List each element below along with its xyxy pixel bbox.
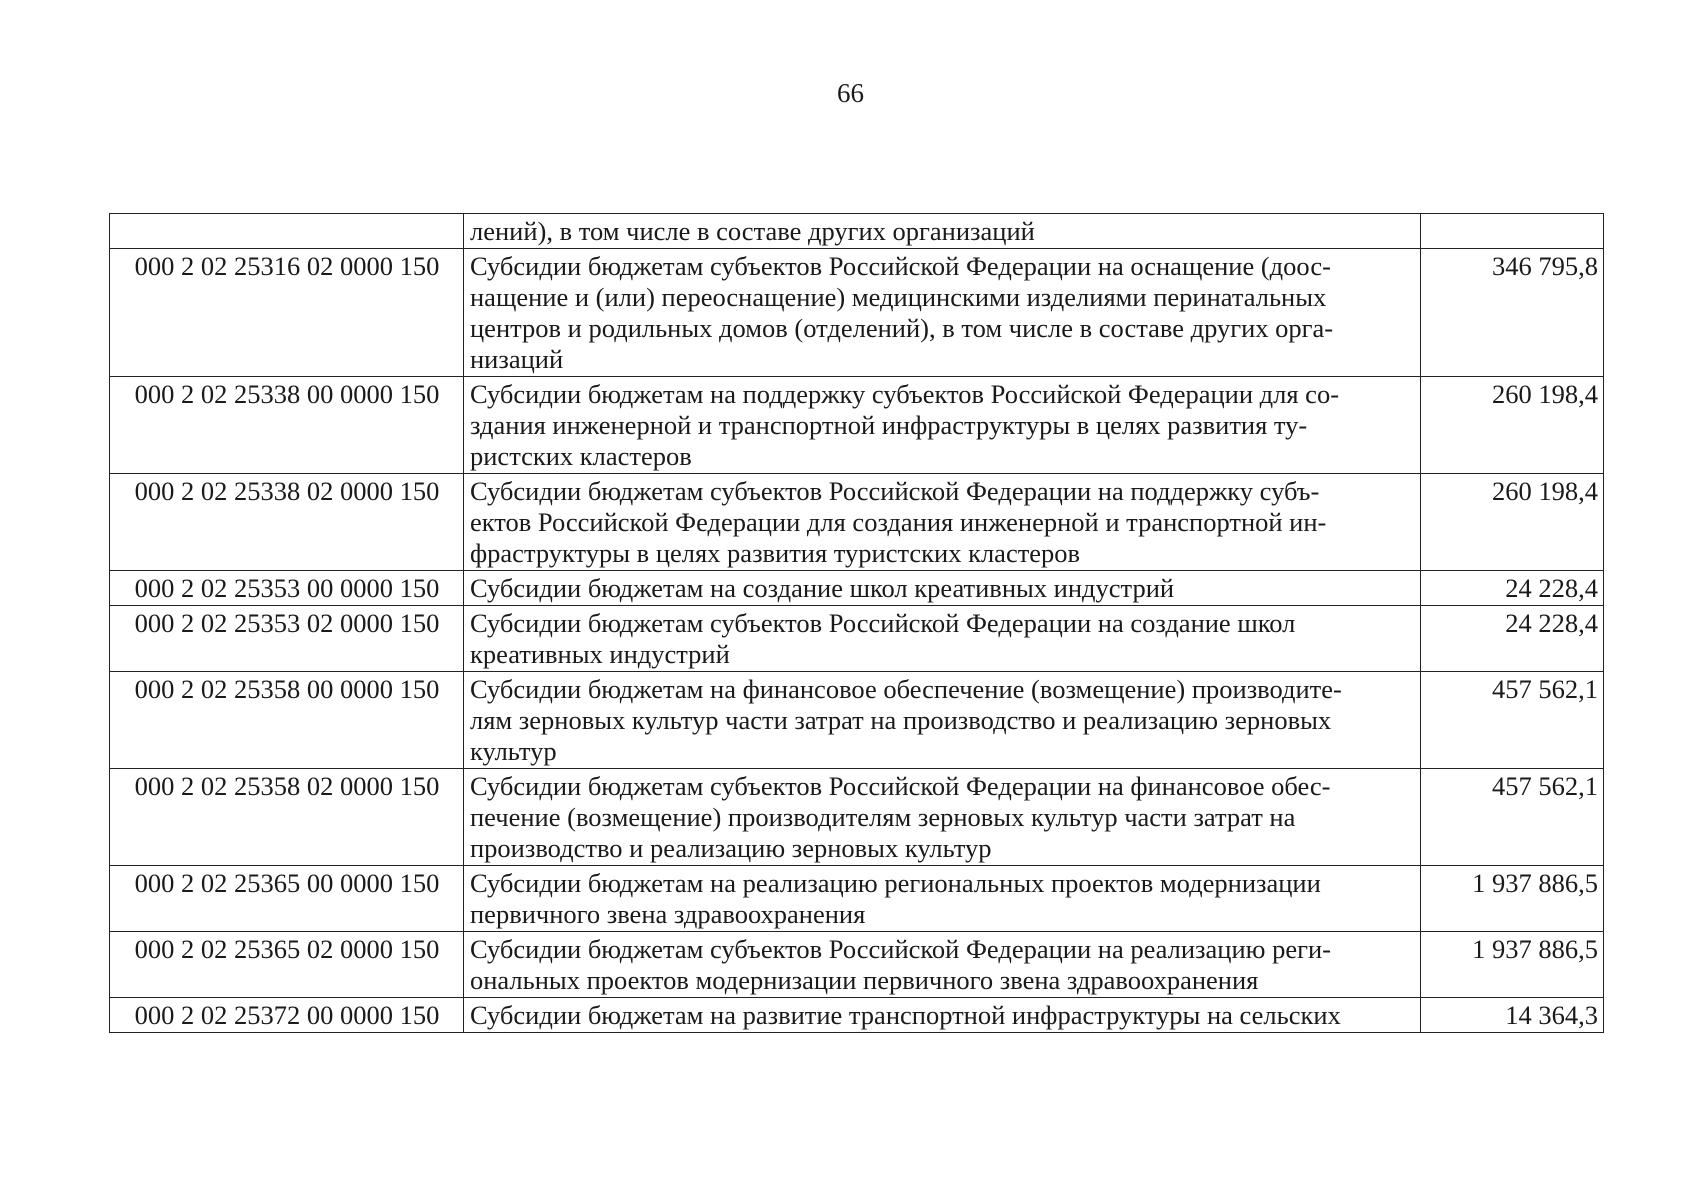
revenue-item-name: Субсидии бюджетам на развитие транспортной инфраструктуры на сельских [464, 998, 1421, 1033]
amount-value: 24 228,4 [1421, 571, 1604, 606]
amount-value [1421, 214, 1604, 249]
amount-value: 457 562,1 [1421, 769, 1604, 866]
budget-classification-code: 000 2 02 25365 00 0000 150 [110, 866, 464, 932]
page-number: 66 [837, 78, 864, 108]
table-row [110, 672, 1604, 769]
revenue-item-name: Субсидии бюджетам субъектов Российской Федерации на оснащение (доос- нащение и (или) переоснащение) медицинскими изделиями перинатальных центров и родильных домов (отделений), в том числе в составе других орга- низаций [464, 249, 1421, 377]
amount-value: 260 198,4 [1421, 474, 1604, 571]
budget-table [109, 213, 1604, 1033]
table-row [110, 249, 1604, 377]
table-row [110, 214, 1604, 249]
amount-value: 1 937 886,5 [1421, 866, 1604, 932]
budget-classification-code: 000 2 02 25365 02 0000 150 [110, 932, 464, 998]
revenue-item-name: лений), в том числе в составе других организаций [464, 214, 1421, 249]
table-row [110, 998, 1604, 1033]
table-row [110, 571, 1604, 606]
table-row [110, 474, 1604, 571]
table-row [110, 769, 1604, 866]
revenue-item-name: Субсидии бюджетам субъектов Российской Федерации на финансовое обес- печение (возмещение) производителям зерновых культур части затрат на производство и реализацию зерновых культур [464, 769, 1421, 866]
budget-classification-code: 000 2 02 25358 00 0000 150 [110, 672, 464, 769]
revenue-item-name: Субсидии бюджетам на финансовое обеспечение (возмещение) производите- лям зерновых культур части затрат на производство и реализацию зерновых культур [464, 672, 1421, 769]
budget-classification-code: 000 2 02 25316 02 0000 150 [110, 249, 464, 377]
table-row [110, 377, 1604, 474]
revenue-item-name: Субсидии бюджетам субъектов Российской Федерации на поддержку субъ- ектов Российской Федерации для создания инженерной и транспортной ин- фраструктуры в целях развития туристских кластеров [464, 474, 1421, 571]
amount-value: 1 937 886,5 [1421, 932, 1604, 998]
table-row [110, 866, 1604, 932]
budget-classification-code: 000 2 02 25353 00 0000 150 [110, 571, 464, 606]
revenue-item-name: Субсидии бюджетам на реализацию региональных проектов модернизации первичного звена здравоохранения [464, 866, 1421, 932]
budget-classification-code: 000 2 02 25338 02 0000 150 [110, 474, 464, 571]
budget-table-body [110, 214, 1604, 1033]
amount-value: 14 364,3 [1421, 998, 1604, 1033]
amount-value: 260 198,4 [1421, 377, 1604, 474]
amount-value: 24 228,4 [1421, 606, 1604, 672]
budget-classification-code: 000 2 02 25338 00 0000 150 [110, 377, 464, 474]
amount-value: 457 562,1 [1421, 672, 1604, 769]
revenue-item-name: Субсидии бюджетам субъектов Российской Федерации на реализацию реги- ональных проектов модернизации первичного звена здравоохранения [464, 932, 1421, 998]
budget-classification-code [110, 214, 464, 249]
table-row [110, 606, 1604, 672]
budget-classification-code: 000 2 02 25353 02 0000 150 [110, 606, 464, 672]
budget-classification-code: 000 2 02 25358 02 0000 150 [110, 769, 464, 866]
amount-value: 346 795,8 [1421, 249, 1604, 377]
table-row [110, 932, 1604, 998]
budget-classification-code: 000 2 02 25372 00 0000 150 [110, 998, 464, 1033]
revenue-item-name: Субсидии бюджетам на создание школ креативных индустрий [464, 571, 1421, 606]
revenue-item-name: Субсидии бюджетам субъектов Российской Федерации на создание школ креативных индустрий [464, 606, 1421, 672]
revenue-item-name: Субсидии бюджетам на поддержку субъектов Российской Федерации для со- здания инженерной и транспортной инфраструктуры в целях развития ту- ристских кластеров [464, 377, 1421, 474]
